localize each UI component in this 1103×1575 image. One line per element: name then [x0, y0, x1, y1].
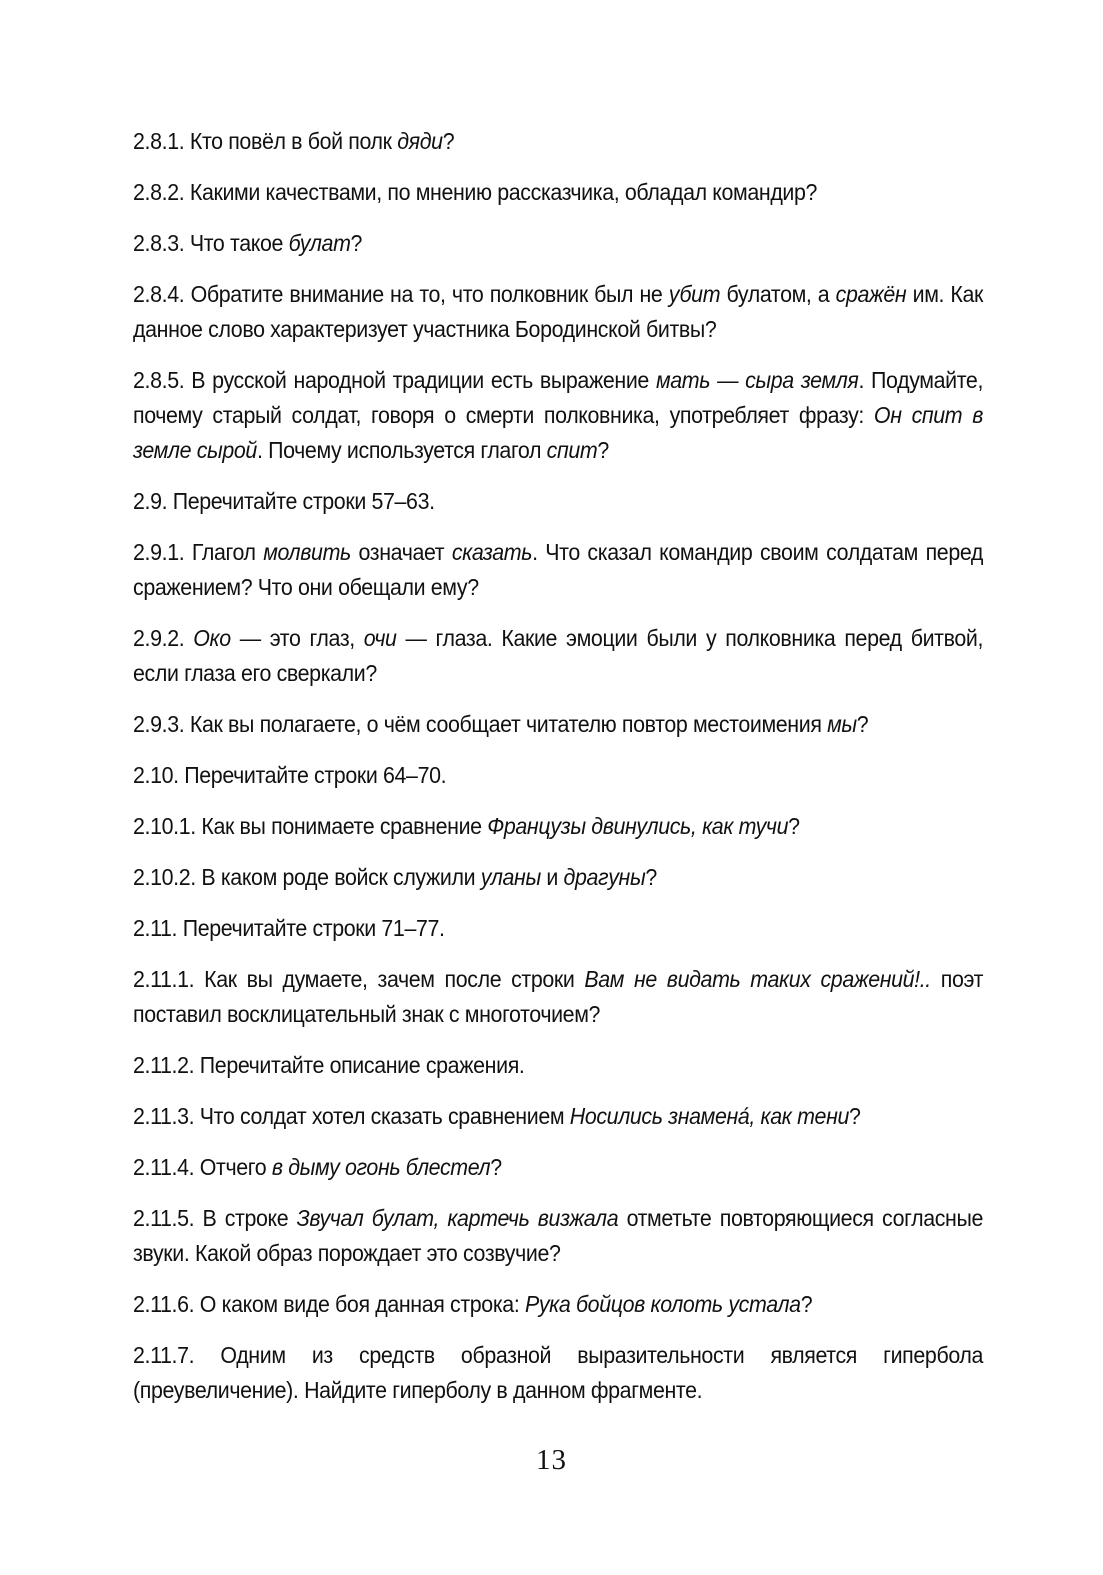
text-segment: 2.9.3. Как вы полагаете, о чём сообщает читателю повтор местоимения: [133, 711, 828, 737]
text-segment: . Что сказал командир своим солдатам перед сражением? Что они обещали ему?: [133, 539, 984, 600]
text-segment: 2.9. Перечитайте строки 57–63.: [133, 488, 435, 514]
text-segment: — это глаз,: [230, 625, 364, 651]
text-segment: ?: [849, 1103, 861, 1129]
text-segment: 2.11.3. Что солдат хотел сказать сравнением: [133, 1103, 570, 1129]
question-paragraph: [133, 860, 983, 895]
question-paragraph: [133, 1099, 983, 1134]
page-body: [133, 124, 983, 1424]
text-segment: 2.11.7. Одним из средств образной выразительности является гипербола (преувеличение). Найдите гиперболу в данном фрагменте.: [133, 1342, 984, 1403]
italic-quote: молвить: [263, 539, 351, 565]
text-segment: — глаза. Какие эмоции были у полковника перед битвой, если глаза его сверкали?: [133, 625, 984, 686]
text-segment: и: [540, 864, 564, 890]
text-segment: 2.8.2. Какими качествами, по мнению рассказчика, обладал командир?: [133, 179, 818, 205]
question-paragraph: [133, 1287, 983, 1322]
text-segment: ?: [800, 1291, 813, 1317]
text-segment: им. Как данное слово характеризует участника Бородинской битвы?: [133, 281, 984, 342]
question-paragraph: [133, 484, 983, 519]
italic-quote: Носились знамена́, как тени: [569, 1103, 850, 1129]
text-segment: 2.11.1. Как вы думаете, зачем после строки: [133, 966, 585, 992]
text-segment: 2.8.4. Обратите внимание на то, что полковник был не: [133, 281, 669, 307]
text-segment: 2.11.4. Отчего: [133, 1154, 272, 1180]
question-paragraph: [133, 535, 983, 605]
italic-quote: драгуны: [563, 864, 646, 890]
italic-quote: уланы: [480, 864, 541, 890]
italic-quote: сражён: [835, 281, 907, 307]
text-segment: 2.11.5. В строке: [133, 1205, 297, 1231]
question-paragraph: [133, 911, 983, 946]
italic-quote: спит: [546, 437, 598, 463]
question-paragraph: [133, 707, 983, 742]
italic-quote: Он спит в земле сырой: [133, 402, 984, 463]
text-segment: . Подумайте, почему старый солдат, говоря о смерти полковника, употребляет фразу:: [133, 367, 984, 428]
question-paragraph: [133, 1048, 983, 1083]
question-paragraph: [133, 962, 983, 1032]
question-paragraph: [133, 758, 983, 793]
text-segment: 2.8.5. В русской народной традиции есть выражение: [133, 367, 656, 393]
italic-quote: сказать: [451, 539, 533, 565]
question-paragraph: [133, 1150, 983, 1185]
italic-quote: Рука бойцов колоть устала: [524, 1291, 801, 1317]
italic-quote: Французы двинулись, как тучи: [487, 813, 789, 839]
text-segment: ?: [442, 128, 455, 154]
italic-quote: убит: [668, 281, 721, 307]
italic-quote: мать — сыра земля: [655, 367, 859, 393]
question-paragraph: [133, 175, 983, 210]
italic-quote: Око: [193, 625, 231, 651]
italic-quote: мы: [827, 711, 857, 737]
italic-quote: дяди: [397, 128, 443, 154]
text-segment: 2.9.2.: [133, 625, 194, 651]
text-segment: 2.9.1. Глагол: [133, 539, 264, 565]
page-number: 13: [536, 1444, 567, 1476]
question-paragraph: [133, 621, 983, 691]
italic-quote: Вам не видать таких сражений!..: [584, 966, 931, 992]
text-segment: 2.8.3. Что такое: [133, 230, 289, 256]
question-paragraph: [133, 226, 983, 261]
text-segment: ?: [350, 230, 363, 256]
italic-quote: булат: [288, 230, 351, 256]
text-segment: ?: [856, 711, 869, 737]
text-segment: 2.11. Перечитайте строки 71–77.: [133, 915, 445, 941]
question-paragraph: [133, 1201, 983, 1271]
text-segment: 2.10.1. Как вы понимаете сравнение: [133, 813, 488, 839]
question-paragraph: [133, 1338, 983, 1408]
text-segment: ?: [788, 813, 800, 839]
text-segment: 2.11.6. О каком виде боя данная строка:: [133, 1291, 525, 1317]
text-segment: . Почему используется глагол: [256, 437, 547, 463]
text-segment: 2.10. Перечитайте строки 64–70.: [133, 762, 447, 788]
text-segment: ?: [490, 1154, 502, 1180]
italic-quote: в дыму огонь блестел: [271, 1154, 491, 1180]
text-segment: 2.8.1. Кто повёл в бой полк: [133, 128, 398, 154]
question-paragraph: [133, 124, 983, 159]
text-segment: 2.11.2. Перечитайте описание сражения.: [133, 1052, 525, 1078]
text-segment: отметьте повторяющиеся согласные звуки. Какой образ порождает это созвучие?: [133, 1205, 984, 1266]
italic-quote: очи: [363, 625, 397, 651]
text-segment: ?: [645, 864, 657, 890]
text-segment: 2.10.2. В каком роде войск служили: [133, 864, 481, 890]
question-paragraph: [133, 809, 983, 844]
question-paragraph: [133, 277, 983, 347]
italic-quote: Звучал булат, картечь визжала: [296, 1205, 619, 1231]
text-segment: булатом, а: [720, 281, 836, 307]
text-segment: ?: [597, 437, 609, 463]
text-segment: поэт поставил восклицательный знак с многоточием?: [133, 966, 984, 1027]
question-paragraph: [133, 363, 983, 468]
text-segment: означает: [350, 539, 452, 565]
